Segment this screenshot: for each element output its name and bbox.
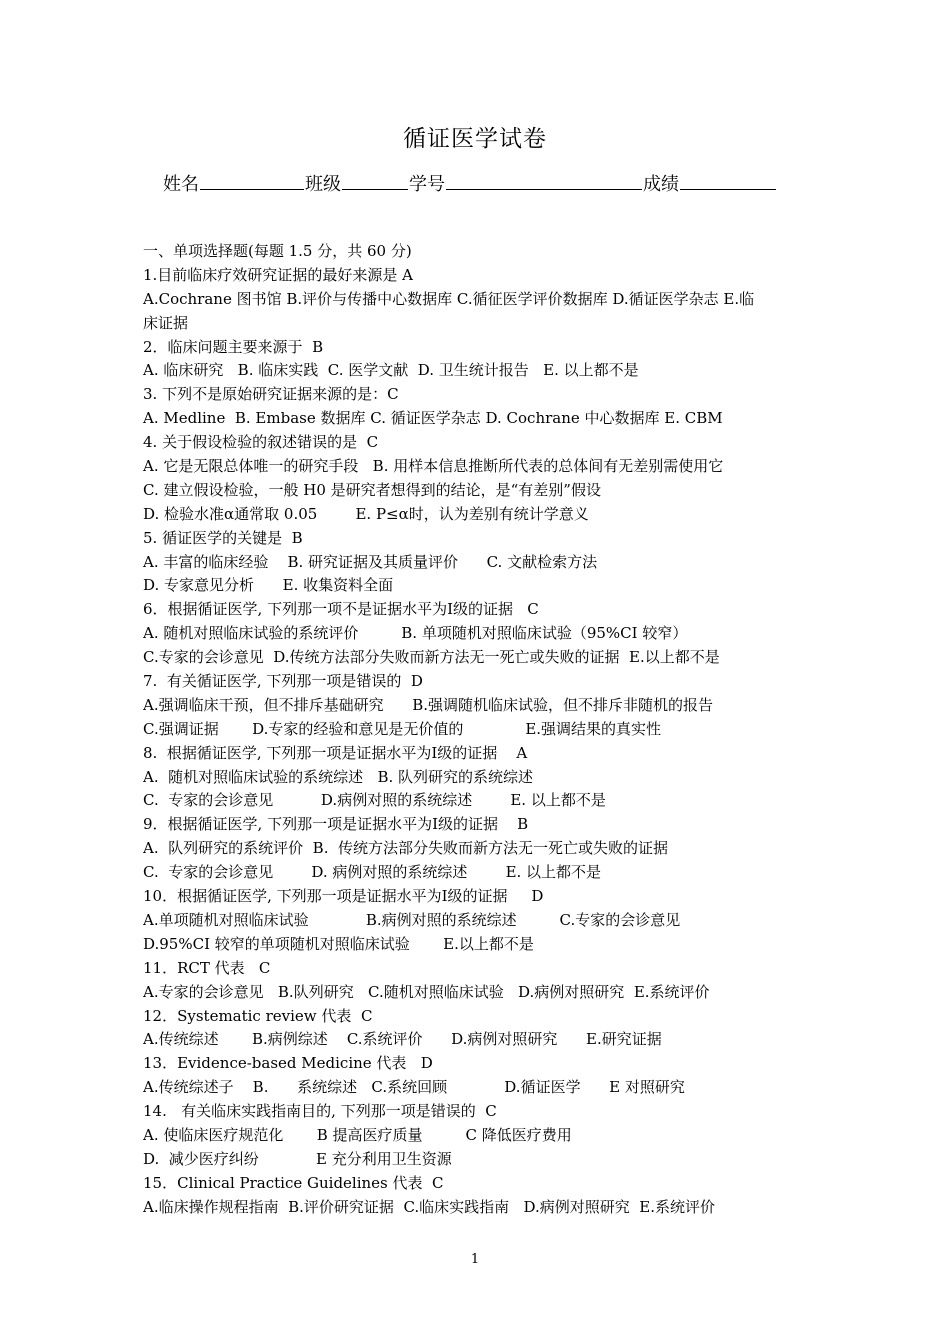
text-line: D. 专家意见分析 E. 收集资料全面 xyxy=(143,576,394,595)
text-line: 10．根据循证医学, 下列那一项是证据水平为Ⅰ级的证据 D xyxy=(143,887,544,906)
text-line: D. 检验水准α通常取 0.05 E. P≤α时，认为差别有统计学意义 xyxy=(143,504,589,523)
text-line: 2．临床问题主要来源于 B xyxy=(143,337,324,356)
text-line: A.传统综述子 B. 系统综述 C.系统回顾 D.循证医学 E 对照研究 xyxy=(143,1078,685,1097)
text-line: A. 随机对照临床试验的系统综述 B. 队列研究的系统综述 xyxy=(143,767,534,786)
text-line: C. 专家的会诊意见 D.病例对照的系统综述 E. 以上都不是 xyxy=(143,791,606,810)
page-title: 循证医学试卷 xyxy=(403,126,547,152)
text-line: 8. 根据循证医学, 下列那一项是证据水平为Ⅰ级的证据 A xyxy=(143,743,528,762)
text-line: C. 建立假设检验，一般 H0 是研究者想得到的结论，是“有差别”假设 xyxy=(143,480,601,499)
id-blank xyxy=(446,171,642,190)
text-line: C.强调证据 D.专家的经验和意见是无价值的 E.强调结果的真实性 xyxy=(143,719,662,738)
class-label: 班级 xyxy=(305,174,341,195)
text-line: 14. 有关临床实践指南目的, 下列那一项是错误的 C xyxy=(143,1102,497,1121)
text-line: 13．Evidence-based Medicine 代表 D xyxy=(143,1054,433,1073)
text-line: 3. 下列不是原始研究证据来源的是：C xyxy=(143,385,399,404)
text-line: 6．根据循证医学, 下列那一项不是证据水平为Ⅰ级的证据 C xyxy=(143,600,539,619)
id-label: 学号 xyxy=(409,174,445,195)
text-line: A.强调临床干预，但不排斥基础研究 B.强调随机临床试验，但不排斥非随机的报告 xyxy=(143,695,714,714)
score-label: 成绩 xyxy=(643,174,679,195)
text-line: A.Cochrane 图书馆 B.评价与传播中心数据库 C.循征医学评价数据库 D.循证医学杂志 E.临 xyxy=(143,289,755,308)
text-line: D.95%CI 较窄的单项随机对照临床试验 E.以上都不是 xyxy=(143,934,534,953)
text-line: 7. 有关循证医学, 下列那一项是错误的 D xyxy=(143,672,423,691)
text-line: 15．Clinical Practice Guidelines 代表 C xyxy=(143,1173,444,1192)
text-line: 1.目前临床疗效研究证据的最好来源是 A xyxy=(143,265,413,284)
text-line: 9．根据循证医学, 下列那一项是证据水平为Ⅰ级的证据 B xyxy=(143,815,529,834)
name-label: 姓名 xyxy=(163,174,199,195)
text-line: A. Medline B. Embase 数据库 C. 循证医学杂志 D. Cochrane 中心数据库 E. CBM xyxy=(143,409,723,428)
text-line: A. 它是无限总体唯一的研究手段 B. 用样本信息推断所代表的总体间有无差别需使用它 xyxy=(143,457,724,476)
score-blank xyxy=(680,171,776,190)
text-line: A. 使临床医疗规范化 B 提高医疗质量 C 降低医疗费用 xyxy=(143,1125,572,1144)
text-line: 一、单项选择题(每题 1.5 分，共 60 分) xyxy=(143,242,412,260)
text-line: A.临床操作规程指南 B.评价研究证据 C.临床实践指南 D.病例对照研究 E.系统评价 xyxy=(143,1197,715,1216)
text-line: A.单项随机对照临床试验 B.病例对照的系统综述 C.专家的会诊意见 xyxy=(143,910,681,929)
text-line: C. 专家的会诊意见 D. 病例对照的系统综述 E. 以上都不是 xyxy=(143,863,602,882)
student-info-line xyxy=(163,170,803,196)
text-line: 5. 循证医学的关键是 B xyxy=(143,528,303,547)
text-line: D. 减少医疗纠纷 E 充分利用卫生资源 xyxy=(143,1149,452,1168)
text-line: A. 随机对照临床试验的系统评价 B. 单项随机对照临床试验（95%CI 较窄） xyxy=(143,624,688,643)
text-line: A.传统综述 B.病例综述 C.系统评价 D.病例对照研究 E.研究证据 xyxy=(143,1030,662,1049)
text-line: A. 队列研究的系统评价 B. 传统方法部分失败而新方法无一死亡或失败的证据 xyxy=(143,839,669,858)
text-line: C.专家的会诊意见 D.传统方法部分失败而新方法无一死亡或失败的证据 E.以上都不是 xyxy=(143,648,720,667)
text-line: 4. 关于假设检验的叙述错误的是 C xyxy=(143,433,379,452)
text-line: A. 临床研究 B. 临床实践 C. 医学文献 D. 卫生统计报告 E. 以上都不是 xyxy=(143,361,639,380)
class-blank xyxy=(342,171,408,190)
text-line: 11．RCT 代表 C xyxy=(143,958,271,977)
text-line: 12．Systematic review 代表 C xyxy=(143,1006,373,1025)
name-blank xyxy=(200,171,304,190)
page-number: 1 xyxy=(470,1252,480,1267)
exam-body xyxy=(143,240,811,1220)
text-line: A. 丰富的临床经验 B. 研究证据及其质量评价 C. 文献检索方法 xyxy=(143,552,598,571)
text-line: A.专家的会诊意见 B.队列研究 C.随机对照临床试验 D.病例对照研究 E.系统评价 xyxy=(143,982,710,1001)
text-line: 床证据 xyxy=(143,313,189,332)
